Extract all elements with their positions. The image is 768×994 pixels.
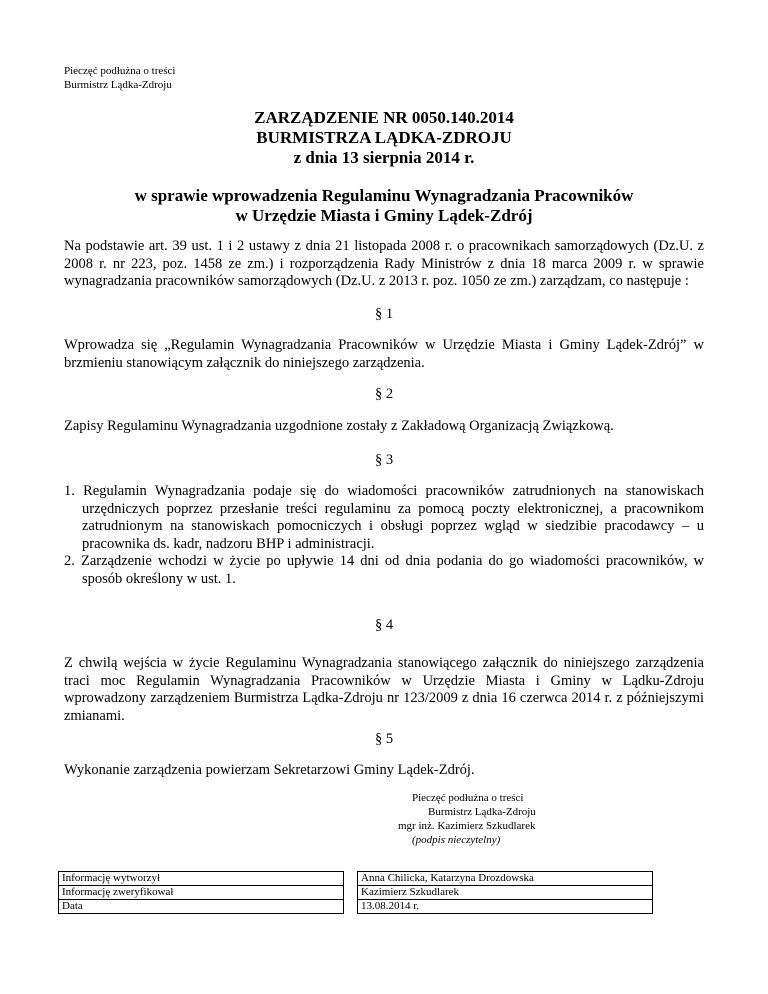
table-cell: Anna Chilicka, Katarzyna Drozdowska [361,872,534,884]
section-5-heading: § 5 [374,731,394,747]
signature-stamp-line-1: Pieczęć podłużna o treści [412,792,524,804]
signature-note: (podpis nieczytelny) [412,834,501,846]
table-cell: 13.08.2014 r. [358,900,653,914]
table-row [59,886,344,900]
title-line-3: z dnia 13 sierpnia 2014 r. [293,148,475,167]
title-line-2: BURMISTRZA LĄDKA-ZDROJU [256,128,512,147]
table-cell: Data [59,900,344,914]
title-line-1: ZARZĄDZENIE NR 0050.140.2014 [254,108,514,127]
signatory-name: mgr inż. Kazimierz Szkudlarek [398,820,536,832]
table-row [358,900,653,914]
list-item: 2. Zarządzenie wchodzi w życie po upływie 14 dni od dnia podania do go wiadomości pracowników, w sposób określony w ust. 1. [64,553,704,587]
section-4-heading: § 4 [374,617,394,633]
section-5-text: Wykonanie zarządzenia powierzam Sekretarzowi Gminy Lądek-Zdrój. [64,762,475,778]
info-labels-table [58,871,344,914]
subject-line-2: w Urzędzie Miasta i Gminy Lądek-Zdrój [235,206,533,225]
section-2-text: Zapisy Regulaminu Wynagradzania uzgodnione zostały z Zakładową Organizacją Związkową. [64,418,614,434]
preamble-paragraph: Na podstawie art. 39 ust. 1 i 2 ustawy z dnia 21 listopada 2008 r. o pracownikach samorządowych (Dz.U. z 2008 r. nr 223, poz. 1458 ze zm.) i rozporządzenia Rady Ministrów z dnia 18 marca 2009 r. w sprawie wynagradzania pracowników samorządowych (Dz.U. z 2013 r. poz. 1050 ze zm.) zarządzam, co następuje : [64,238,704,289]
section-3-heading: § 3 [374,452,394,468]
info-values-table [357,871,653,914]
stamp-line-1: Pieczęć podłużna o treści [64,65,176,77]
list-item: 1. Regulamin Wynagradzania podaje się do wiadomości pracowników zatrudnionych na stanowiskach urzędniczych poprzez przesłanie treści regulaminu za pomocą poczty elektronicznej, a pracownikom zatrudnionym na stanowiskach pomocniczych i obsługi poprzez wgląd w siedzibie pracodawcy – u pracownika ds. kadr, nadzoru BHP i administracji. [64,483,704,552]
table-row [59,900,344,914]
table-row [59,872,344,886]
section-1-heading: § 1 [374,306,394,322]
stamp-header [64,64,175,92]
document-subject [0,186,768,226]
section-4-text: Z chwilą wejścia w życie Regulaminu Wynagradzania stanowiącego załącznik do niniejszego zarządzenia traci moc Regulamin Wynagradzania Pracowników w Urzędzie Miasta i Gminy w Lądku-Zdroju wprowadzony zarządzeniem Burmistrza Lądka-Zdroju nr 123/2009 z dnia 16 czerwca 2014 r. z późniejszymi zmianami. [64,655,704,724]
stamp-line-2: Burmistrz Lądka-Zdroju [64,79,172,91]
signature-stamp-line-2: Burmistrz Lądka-Zdroju [428,806,536,818]
signature-block [382,791,602,847]
section-2-heading: § 2 [374,386,394,402]
section-1-text: Wprowadza się „Regulamin Wynagradzania Pracowników w Urzędzie Miasta i Gminy Lądek-Zdrój” w brzmieniu stanowiącym załącznik do niniejszego zarządzenia. [64,337,704,371]
table-cell: Informację zweryfikował [59,886,344,900]
table-cell: Informację wytworzył [62,872,161,884]
section-3-list [64,483,704,588]
table-row [358,872,653,886]
table-row [358,886,653,900]
subject-line-1: w sprawie wprowadzenia Regulaminu Wynagradzania Pracowników [134,186,634,205]
document-title [0,108,768,168]
table-cell: Kazimierz Szkudlarek [358,886,653,900]
